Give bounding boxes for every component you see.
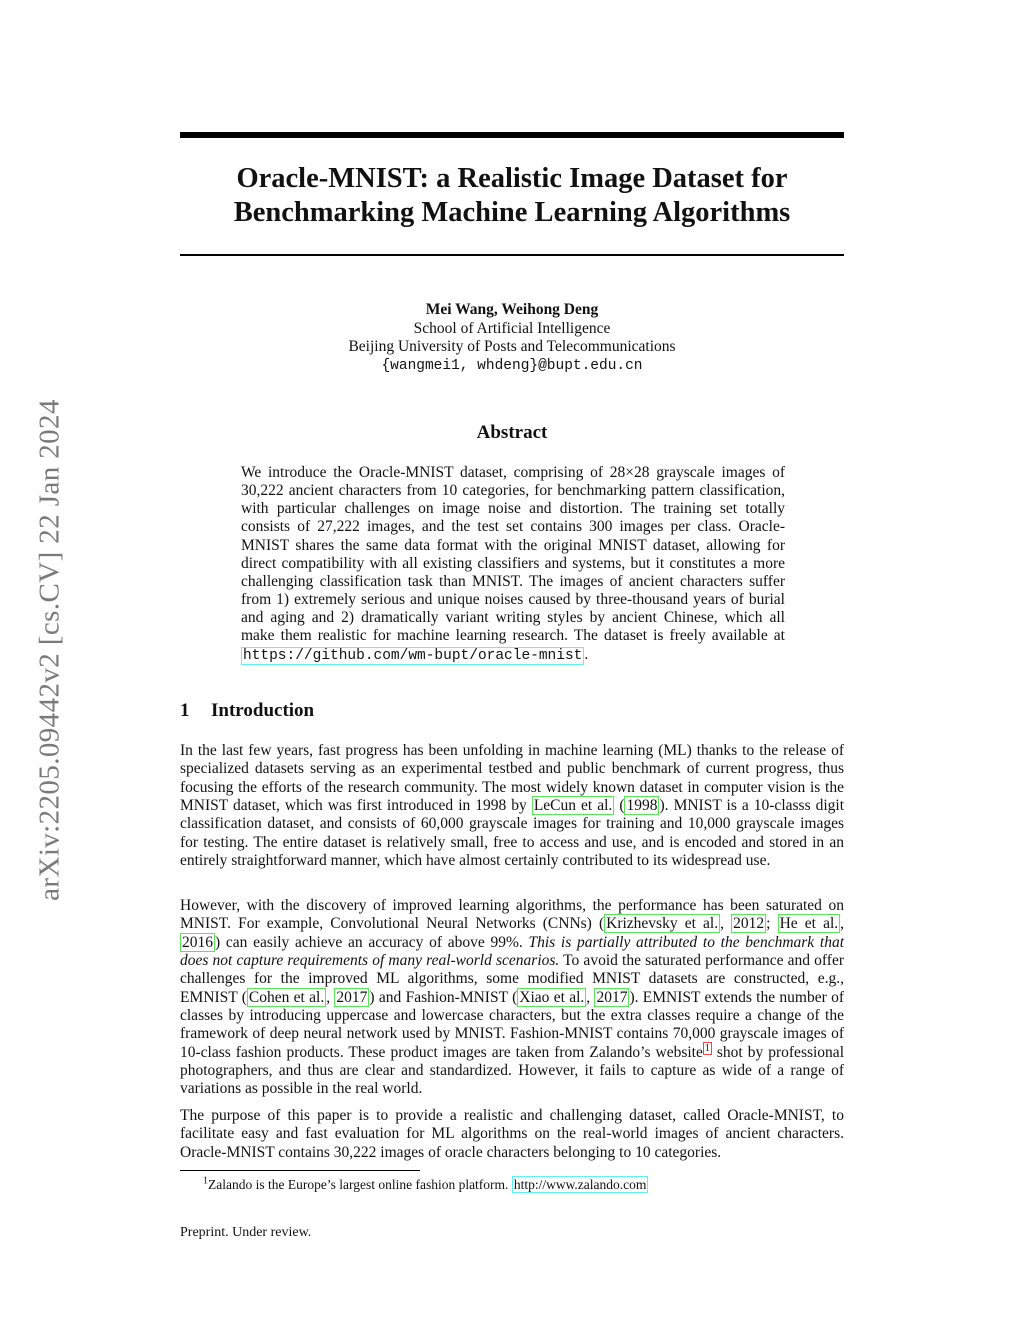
intro-p2-text-e: ). EMNIST extends the number of classes by introducing uppercase and lowercase characters, but the extra classes require a change of the framework of deep neural network used by MNIST. Fashion-MNIST contains 70,000 grayscale images of 10-class fashion products. These product images are taken from Zalando’s website bbox=[180, 988, 844, 1061]
dataset-url-link[interactable]: https://github.com/wm-bupt/oracle-mnist bbox=[243, 647, 583, 664]
author-block bbox=[180, 301, 844, 375]
citation-lecun-close: ). bbox=[659, 797, 669, 815]
author-email[interactable]: {wangmei1, whdeng}@bupt.edu.cn bbox=[381, 357, 643, 374]
footnote-text: Zalando is the Europe’s largest online fashion platform. bbox=[208, 1177, 509, 1192]
footnote bbox=[203, 1176, 844, 1193]
affiliation-school: School of Artificial Intelligence bbox=[413, 319, 611, 337]
intro-paragraph-2: However, with the discovery of improved learning algorithms, the performance has been saturated on MNIST. For example, Convolutional Neural Networks (CNNs) ( Krizhevsky et al. , 2012 ; He et al. , 2016 ) can easily achieve an accuracy of above 99%. This is partially attributed to the benchmark that does not capture requirements of many real-world scenarios. To avoid the saturated performance and offer challenges for the improved ML algorithms, some modified MNIST datasets are constructed, e.g., EMNIST ( Cohen et al. , 2017 ) and Fashion-MNIST ( Xiao et al. , 2017 ). EMNIST extends the number of classes by introducing uppercase and lowercase characters, but the extra classes require a change of the framework of deep neural network used by MNIST. Fashion-MNIST contains 70,000 grayscale images of 10-class fashion products. These product images are taken from Zalando’s website $^1$ shot by professional photographers, and thus are clear and standardized. However, it fails to capture as wide of a range of variations as possible in the real world. bbox=[180, 897, 845, 1098]
affiliation-university: Beijing University of Posts and Telecommunications bbox=[348, 338, 676, 355]
paper-title bbox=[180, 162, 844, 230]
footnote-url-link[interactable]: http://www.zalando.com bbox=[513, 1177, 647, 1192]
citation-cohen-year-link[interactable]: 2017 bbox=[336, 988, 368, 1006]
intro-p1-text-b: MNIST is a 10-classs digit classification dataset, and consists of 60,000 grayscale images for training and 10,000 grayscale images for testing. The entire dataset is relatively small, free to access and use, and is encoded and stored in an entirely straightforward manner, which have almost certainly contributed to its widespread use. bbox=[180, 797, 845, 870]
section-number: 1 bbox=[180, 700, 190, 721]
citation-he-link[interactable]: He et al. bbox=[779, 915, 839, 933]
citation-cohen-link[interactable]: Cohen et al. bbox=[248, 988, 325, 1006]
footnote-rule bbox=[180, 1170, 420, 1171]
citation-xiao-year-link[interactable]: 2017 bbox=[596, 988, 628, 1006]
preprint-note: Preprint. Under review. bbox=[180, 1225, 312, 1240]
citation-krizhevsky-year-link[interactable]: 2012 bbox=[733, 915, 765, 933]
citation-xiao-link[interactable]: Xiao et al. bbox=[519, 988, 585, 1006]
intro-p2-text-f: shot by professional photographers, and thus are clear and standardized. However, it fails to capture as wide of a range of variations as possible in the real world. bbox=[180, 1043, 844, 1098]
intro-paragraph-1 bbox=[180, 742, 844, 870]
arxiv-identifier bbox=[30, 360, 70, 940]
intro-p2-text-c: To avoid the saturated performance and offer challenges for the improved ML algorithms, some modified MNIST datasets are constructed, e.g., EMNIST ( bbox=[180, 952, 844, 1006]
title-top-rule bbox=[180, 132, 844, 138]
footnote-mark: 1 bbox=[203, 1175, 208, 1187]
intro-p2-text-b: ) can easily achieve an accuracy of above 99%. bbox=[215, 933, 523, 951]
paper-title-line-1: Oracle-MNIST: a Realistic Image Dataset for bbox=[236, 163, 788, 194]
footnote-marker-link[interactable]: 1 bbox=[704, 1042, 710, 1054]
arxiv-identifier-text: arXiv:2205.09442v2 [cs.CV] 22 Jan 2024 bbox=[33, 399, 66, 901]
abstract-text: We introduce the Oracle-MNIST dataset, comprising of 28×28 grayscale images of 30,222 ancient characters from 10 categories, for benchmarking pattern classification, with particular challenges on image noise and distortion. The training set totally consists of 27,222 images, and the test set contains 300 images per class. Oracle-MNIST shares the same data format with the original MNIST dataset, allowing for direct compatibility with all existing classifiers and systems, but it constitutes a more challenging classification task than MNIST. The images of ancient characters suffer from 1) extremely serious and unique noises caused by three-thousand years of burial and aging and 2) dramatically variant writing styles by ancient Chinese, which all make them realistic for machine learning research. The dataset is freely available at bbox=[241, 464, 785, 645]
citation-krizhevsky-link[interactable]: Krizhevsky et al. bbox=[606, 915, 719, 933]
intro-paragraph-3: The purpose of this paper is to provide a realistic and challenging dataset, called Oracle-MNIST, to facilitate easy and fast evaluation for ML algorithms on the real-world images of ancient characters. Oracle-MNIST contains 30,222 images of oracle characters belonging to 10 categories. bbox=[180, 1107, 844, 1161]
citation-lecun-link[interactable]: LeCun et al. bbox=[533, 797, 613, 815]
paper-title-line-2: Benchmarking Machine Learning Algorithms bbox=[233, 197, 791, 228]
author-names: Mei Wang, Weihong Deng bbox=[425, 301, 599, 318]
intro-p2-italic: This is partially attributed to the benchmark that does not capture requirements of many real-world scenarios. bbox=[180, 933, 845, 970]
citation-lecun-open: ( bbox=[619, 797, 625, 815]
intro-p2-text-a: However, with the discovery of improved learning algorithms, the performance has been saturated on MNIST. For example, Convolutional Neural Networks (CNNs) ( bbox=[180, 897, 844, 933]
abstract-end: . bbox=[584, 645, 589, 663]
intro-p2-text-d: ) and Fashion-MNIST ( bbox=[369, 988, 518, 1006]
title-bottom-rule bbox=[180, 254, 844, 256]
abstract-heading: Abstract bbox=[476, 422, 548, 443]
citation-lecun-year-link[interactable]: 1998 bbox=[626, 797, 658, 815]
section-heading-introduction bbox=[180, 700, 844, 722]
section-title: Introduction bbox=[211, 700, 315, 721]
abstract-body bbox=[241, 464, 785, 665]
citation-he-year-link[interactable]: 2016 bbox=[182, 933, 213, 951]
intro-p1-text-a: In the last few years, fast progress has been unfolding in machine learning (ML) thanks to the release of specialized datasets serving as an experimental testbed and public benchmark of current progress, thus focusing the efforts of the research community. The most widely known dataset in computer vision is the MNIST dataset, which was first introduced in 1998 by bbox=[180, 742, 844, 815]
